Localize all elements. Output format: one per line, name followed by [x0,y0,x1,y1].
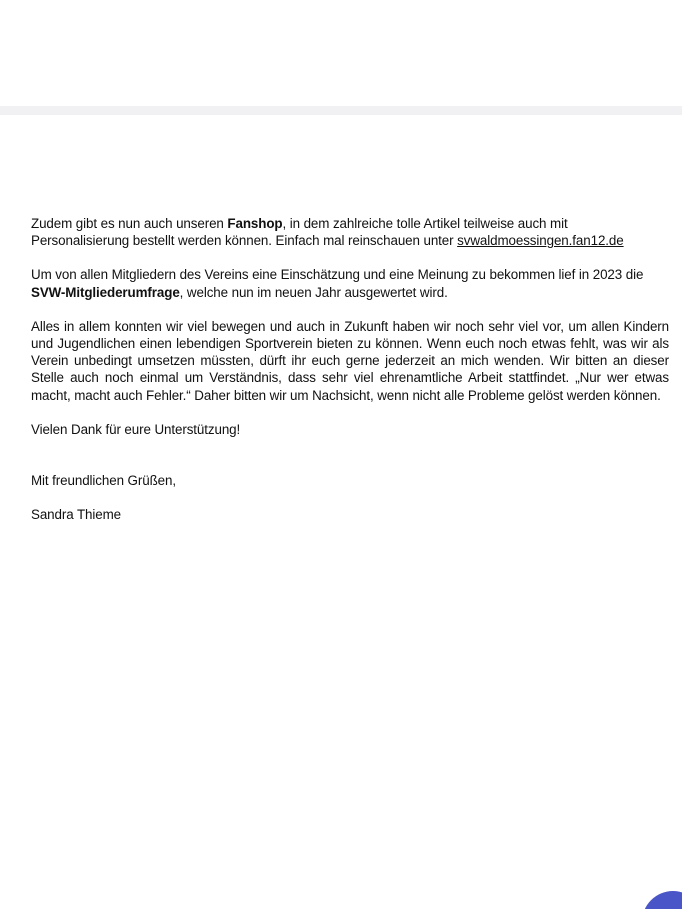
signature-name: Sandra Thieme [31,507,122,523]
closing-greeting: Mit freundlichen Grüßen, [31,473,176,489]
fanshop-bold: Fanshop [227,216,283,231]
corner-accent-shape [642,891,682,909]
fanshop-text-after: , in dem zahlreiche tolle Artikel teilweise auch mit Personalisierung bestellt werden können. Einfach mal reinschauen unter [31,216,568,249]
fanshop-link[interactable]: svwaldmoessingen.fan12.de [457,233,624,249]
survey-paragraph [31,266,669,300]
survey-text-after: , welche nun im neuen Jahr ausgewertet wird. [179,284,448,300]
survey-bold: SVW-Mitgliederumfrage [31,284,180,300]
letter-body [31,215,669,523]
summary-paragraph: Alles in allem konnten wir viel bewegen und auch in Zukunft haben wir noch sehr viel vor, um allen Kindern und Jugendlichen einen lebendigen Sportverein bieten zu können. Wenn euch noch etwas fehlt, was wir als Verein unbedingt umsetzen müssten, dürft ihr euch gerne jederzeit an mich wenden. Wir bitten an dieser Stelle auch noch einmal um Verständnis, dass sehr viel ehrenamtliche Arbeit stattfindet. „Nur wer etwas macht, macht auch Fehler.“ Daher bitten wir um Nachsicht, wenn nicht alle Probleme gelöst werden können. [31,318,669,403]
fanshop-paragraph [31,215,669,249]
survey-text-before: Um von allen Mitgliedern des Vereins eine Einschätzung und eine Meinung zu bekommen lief in 2023 die [31,267,644,283]
fanshop-text-before: Zudem gibt es nun auch unseren [31,216,228,231]
page-break-strip [0,106,682,115]
thanks-line: Vielen Dank für eure Unterstützung! [31,421,241,437]
